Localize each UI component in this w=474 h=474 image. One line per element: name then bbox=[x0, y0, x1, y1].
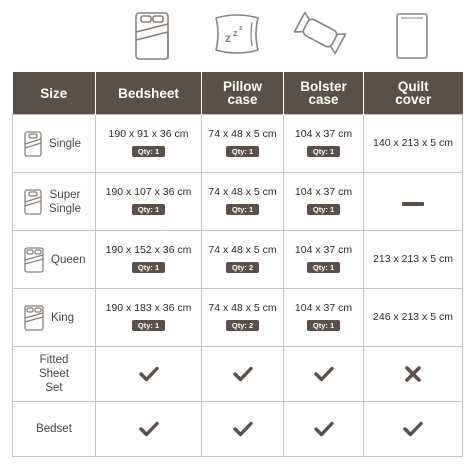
dimension-text: 213 x 213 x 5 cm bbox=[373, 253, 453, 265]
table-row bbox=[13, 115, 463, 173]
check-icon bbox=[284, 402, 364, 457]
bedsheet-icon bbox=[23, 188, 43, 216]
size-cell bbox=[13, 231, 96, 289]
quilt-cell bbox=[364, 289, 463, 347]
svg-text:z: z bbox=[233, 28, 238, 38]
header-size: Size bbox=[13, 72, 96, 115]
table-row bbox=[13, 173, 463, 231]
size-cell bbox=[13, 115, 96, 173]
header-quilt-cover: Quilt cover bbox=[364, 72, 463, 115]
bolster-cell bbox=[284, 115, 364, 173]
table-row bbox=[13, 289, 463, 347]
dimension-text: 104 x 37 cm bbox=[294, 128, 353, 140]
size-label: Single bbox=[49, 137, 81, 150]
dimension-text: 104 x 37 cm bbox=[294, 302, 353, 314]
bedsheet-cell bbox=[96, 289, 202, 347]
bedsheet-cell bbox=[96, 115, 202, 173]
qty-badge: Qty: 1 bbox=[132, 146, 165, 157]
check-icon bbox=[202, 402, 284, 457]
qty-badge: Qty: 2 bbox=[226, 262, 259, 273]
qty-badge: Qty: 1 bbox=[307, 204, 340, 215]
qty-badge: Qty: 1 bbox=[132, 320, 165, 331]
dimension-text: 74 x 48 x 5 cm bbox=[208, 244, 277, 256]
bolster-cell bbox=[284, 231, 364, 289]
not-available-dash bbox=[402, 202, 424, 206]
qty-badge: Qty: 2 bbox=[226, 320, 259, 331]
qty-badge: Qty: 1 bbox=[226, 204, 259, 215]
qty-badge: Qty: 1 bbox=[307, 262, 340, 273]
cross-icon bbox=[364, 347, 463, 402]
quilt-cover-icon bbox=[393, 10, 431, 62]
bedsheet-cell bbox=[96, 231, 202, 289]
table-row bbox=[13, 347, 463, 402]
size-cell bbox=[13, 289, 96, 347]
svg-text:z: z bbox=[239, 25, 243, 32]
check-icon bbox=[364, 402, 463, 457]
quilt-cell bbox=[364, 231, 463, 289]
check-icon bbox=[96, 347, 202, 402]
size-label: King bbox=[51, 311, 75, 324]
size-label: Queen bbox=[51, 253, 86, 266]
dimension-text: 190 x 107 x 36 cm bbox=[105, 186, 192, 198]
pillow-cell bbox=[202, 115, 284, 173]
header-pillow-case: Pillow case bbox=[202, 72, 284, 115]
dimension-text: 74 x 48 x 5 cm bbox=[208, 302, 277, 314]
table-row bbox=[13, 231, 463, 289]
set-label: Bedset bbox=[13, 402, 96, 457]
qty-badge: Qty: 1 bbox=[307, 320, 340, 331]
bolster-icon bbox=[292, 10, 348, 56]
qty-badge: Qty: 1 bbox=[132, 204, 165, 215]
pillow-icon bbox=[212, 10, 262, 58]
size-table bbox=[12, 72, 463, 457]
dimension-text: 104 x 37 cm bbox=[294, 186, 353, 198]
size-cell bbox=[13, 173, 96, 231]
qty-badge: Qty: 1 bbox=[307, 146, 340, 157]
bedsheet-cell bbox=[96, 173, 202, 231]
dimension-text: 190 x 91 x 36 cm bbox=[108, 128, 189, 140]
qty-badge: Qty: 1 bbox=[132, 262, 165, 273]
product-icon-row bbox=[0, 0, 474, 72]
dimension-text: 140 x 213 x 5 cm bbox=[373, 137, 453, 149]
dimension-text: 74 x 48 x 5 cm bbox=[208, 128, 277, 140]
header-bedsheet: Bedsheet bbox=[96, 72, 202, 115]
bedsheet-icon bbox=[23, 246, 45, 274]
dimension-text: 190 x 183 x 36 cm bbox=[105, 302, 192, 314]
quilt-cell bbox=[364, 173, 463, 231]
qty-badge: Qty: 1 bbox=[226, 146, 259, 157]
pillow-cell bbox=[202, 289, 284, 347]
pillow-cell bbox=[202, 173, 284, 231]
table-header-row bbox=[13, 72, 463, 115]
bolster-cell bbox=[284, 173, 364, 231]
bedsheet-icon bbox=[133, 10, 171, 62]
svg-text:z: z bbox=[225, 31, 231, 45]
dimension-text: 246 x 213 x 5 cm bbox=[373, 311, 453, 323]
header-bolster-case: Bolster case bbox=[284, 72, 364, 115]
bedsheet-icon bbox=[23, 130, 43, 158]
quilt-cell bbox=[364, 115, 463, 173]
pillow-cell bbox=[202, 231, 284, 289]
check-icon bbox=[202, 347, 284, 402]
table-row bbox=[13, 402, 463, 457]
bolster-cell bbox=[284, 289, 364, 347]
size-label: Super Single bbox=[49, 188, 81, 215]
check-icon bbox=[96, 402, 202, 457]
dimension-text: 74 x 48 x 5 cm bbox=[208, 186, 277, 198]
bedsheet-icon bbox=[23, 304, 45, 332]
dimension-text: 104 x 37 cm bbox=[294, 244, 353, 256]
check-icon bbox=[284, 347, 364, 402]
dimension-text: 190 x 152 x 36 cm bbox=[105, 244, 192, 256]
set-label: Fitted Sheet Set bbox=[13, 347, 96, 402]
